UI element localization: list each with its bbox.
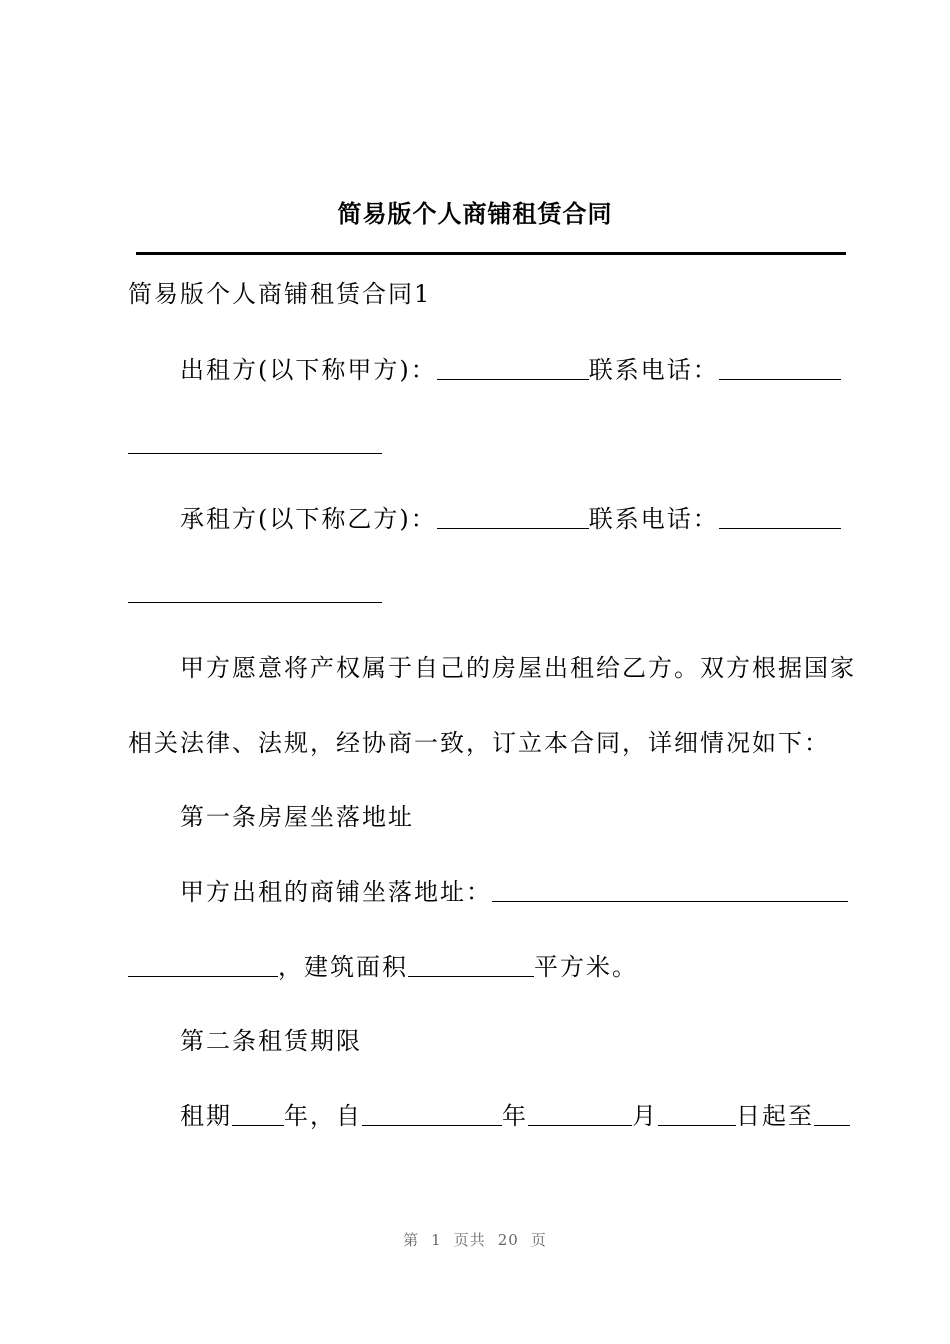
footer-page-word: 第 bbox=[403, 1231, 420, 1249]
from-year-label: 年 bbox=[502, 1102, 528, 1130]
from-year-blank bbox=[362, 1101, 502, 1126]
article1-area-line bbox=[128, 947, 638, 987]
lessor-phone-label: 联系电话： bbox=[588, 356, 719, 384]
title-divider bbox=[136, 252, 846, 255]
intro-paragraph-line2: 相关法律、法规，经协商一致，订立本合同，详细情况如下： bbox=[128, 729, 830, 757]
from-month-blank bbox=[528, 1101, 632, 1126]
address-blank bbox=[492, 877, 848, 902]
document-subtitle: 简易版个人商铺租赁合同1 bbox=[128, 280, 432, 308]
lessee-label: 承租方(以下称乙方)： bbox=[180, 505, 437, 533]
from-day-label: 日起至 bbox=[736, 1102, 814, 1130]
area-blank bbox=[408, 952, 534, 977]
footer-page-mid: 页共 bbox=[453, 1231, 486, 1249]
address-blank-continued bbox=[128, 952, 278, 977]
term-year-label: 年，自 bbox=[284, 1102, 362, 1130]
page-footer bbox=[0, 1228, 950, 1252]
lessor-phone-blank bbox=[719, 355, 841, 380]
lessee-continuation-line bbox=[128, 573, 382, 613]
article1-address-label: 甲方出租的商铺坐落地址： bbox=[180, 878, 492, 906]
from-day-blank bbox=[658, 1101, 736, 1126]
intro-paragraph-line1: 甲方愿意将产权属于自己的房屋出租给乙方。双方根据国家 bbox=[180, 654, 856, 682]
lessor-phone-blank-continued bbox=[128, 429, 382, 454]
article2-heading: 第二条租赁期限 bbox=[180, 1027, 362, 1055]
to-year-blank bbox=[814, 1101, 850, 1126]
lessor-line bbox=[180, 350, 841, 390]
article1-area-unit: 平方米。 bbox=[534, 953, 638, 981]
article1-heading: 第一条房屋坐落地址 bbox=[180, 803, 414, 831]
footer-page-number: 1 bbox=[431, 1231, 442, 1249]
lessee-phone-label: 联系电话： bbox=[588, 505, 719, 533]
term-years-blank bbox=[232, 1101, 284, 1126]
lessee-phone-blank-continued bbox=[128, 578, 382, 603]
lessee-phone-blank bbox=[719, 504, 841, 529]
term-label: 租期 bbox=[180, 1102, 232, 1130]
from-month-label: 月 bbox=[632, 1102, 658, 1130]
article2-term-line bbox=[180, 1096, 850, 1136]
lessee-line bbox=[180, 499, 841, 539]
footer-total-pages: 20 bbox=[497, 1231, 519, 1249]
lessor-name-blank bbox=[437, 355, 589, 380]
document-title: 简易版个人商铺租赁合同 bbox=[337, 199, 613, 228]
footer-page-end: 页 bbox=[530, 1231, 547, 1249]
article1-address-line bbox=[180, 872, 848, 912]
lessor-label: 出租方(以下称甲方)： bbox=[180, 356, 437, 384]
article1-area-label: ，建筑面积 bbox=[278, 953, 408, 981]
lessor-continuation-line bbox=[128, 424, 382, 464]
lessee-name-blank bbox=[437, 504, 589, 529]
